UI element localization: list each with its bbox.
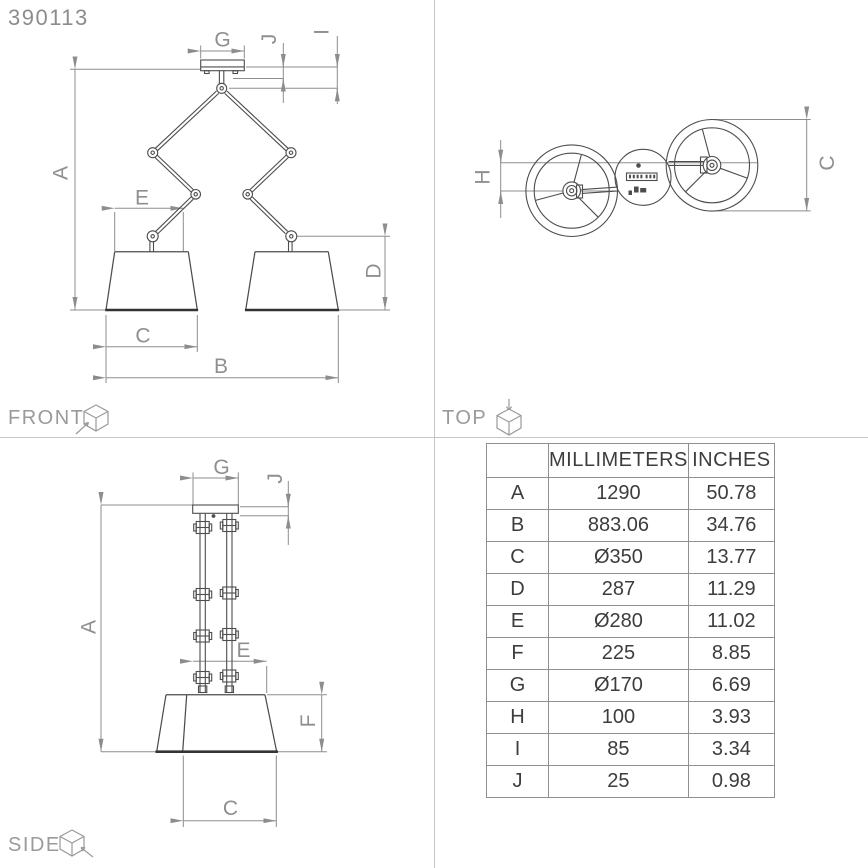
- lamp-shade-side: [157, 695, 277, 752]
- inches-cell: 34.76: [688, 510, 774, 542]
- mm-cell: 85: [549, 734, 689, 766]
- side-dimension-lines: [101, 473, 327, 828]
- dim-cell: B: [487, 510, 549, 542]
- canopy-top: [615, 149, 671, 205]
- header-dim: [487, 444, 549, 478]
- inches-cell: 6.69: [688, 670, 774, 702]
- lamp-shades-front: [106, 252, 338, 310]
- mm-cell: 1290: [549, 478, 689, 510]
- mm-cell: Ø350: [549, 542, 689, 574]
- mm-cell: 100: [549, 702, 689, 734]
- side-dim-label-a: A: [77, 619, 101, 635]
- dim-cell: I: [487, 734, 549, 766]
- inches-cell: 11.29: [688, 574, 774, 606]
- dim-cell: C: [487, 542, 549, 574]
- front-dim-label-c: C: [135, 324, 151, 348]
- inches-cell: 3.93: [688, 702, 774, 734]
- table-row: [487, 702, 775, 734]
- side-dim-label-g: G: [213, 456, 230, 479]
- mm-cell: Ø280: [549, 606, 689, 638]
- mm-cell: 287: [549, 574, 689, 606]
- dim-cell: D: [487, 574, 549, 606]
- dimensions-table: [486, 443, 775, 798]
- side-view-drawing: [0, 434, 434, 868]
- dim-cell: H: [487, 702, 549, 734]
- top-dim-label-c: C: [816, 155, 839, 171]
- mm-cell: 25: [549, 766, 689, 798]
- product-code: 390113: [8, 5, 89, 30]
- front-view-title: FRONT: [8, 407, 85, 429]
- side-dim-label-e: E: [236, 639, 251, 662]
- header-millimeters: MILLIMETERS: [549, 444, 689, 478]
- side-dim-label-f: F: [297, 714, 320, 728]
- mm-cell: 883.06: [549, 510, 689, 542]
- front-view-cube-icon: [74, 402, 120, 436]
- table-row: [487, 478, 775, 510]
- dim-cell: F: [487, 638, 549, 670]
- header-inches: INCHES: [688, 444, 774, 478]
- side-view-title: SIDE: [8, 834, 61, 856]
- canopy-markings: [629, 163, 656, 195]
- inches-cell: 8.85: [688, 638, 774, 670]
- ceiling-canopy: [201, 60, 245, 71]
- front-lamp-drawing: [105, 60, 339, 310]
- front-dim-label-g: G: [214, 28, 231, 52]
- front-dimension-lines: [70, 33, 390, 383]
- table-row: [487, 574, 775, 606]
- side-lamp-drawing: [156, 505, 278, 752]
- front-dim-label-i: I: [310, 29, 334, 35]
- ceiling-canopy-side: [193, 505, 239, 513]
- top-view-cube-icon: [492, 398, 526, 438]
- inches-cell: 13.77: [688, 542, 774, 574]
- side-dim-label-j: J: [264, 473, 287, 484]
- inches-cell: 3.34: [688, 734, 774, 766]
- table-row: [487, 638, 775, 670]
- dim-cell: A: [487, 478, 549, 510]
- top-view-drawing: [434, 0, 868, 434]
- dim-cell: E: [487, 606, 549, 638]
- top-lamp-drawing: [526, 120, 758, 237]
- front-dim-label-d: D: [362, 263, 386, 279]
- top-view-title: TOP: [442, 407, 488, 429]
- table-row: [487, 606, 775, 638]
- table-row: [487, 766, 775, 798]
- mm-cell: Ø170: [549, 670, 689, 702]
- table-row: [487, 734, 775, 766]
- dim-cell: J: [487, 766, 549, 798]
- front-dim-label-j: J: [258, 33, 281, 45]
- table-row: [487, 670, 775, 702]
- mm-cell: 225: [549, 638, 689, 670]
- inches-cell: 11.02: [688, 606, 774, 638]
- side-view-cube-icon: [57, 827, 103, 861]
- table-header-row: [487, 444, 775, 478]
- front-dim-label-e: E: [134, 186, 150, 210]
- top-dim-label-h: H: [471, 169, 495, 185]
- inches-cell: 0.98: [688, 766, 774, 798]
- top-dimension-lines: [501, 120, 811, 219]
- front-dim-label-b: B: [213, 355, 229, 378]
- front-dim-label-a: A: [49, 165, 73, 181]
- dim-cell: G: [487, 670, 549, 702]
- front-view-drawing: [0, 0, 434, 434]
- table-row: [487, 510, 775, 542]
- inches-cell: 50.78: [688, 478, 774, 510]
- table-row: [487, 542, 775, 574]
- side-dim-label-c: C: [222, 797, 239, 820]
